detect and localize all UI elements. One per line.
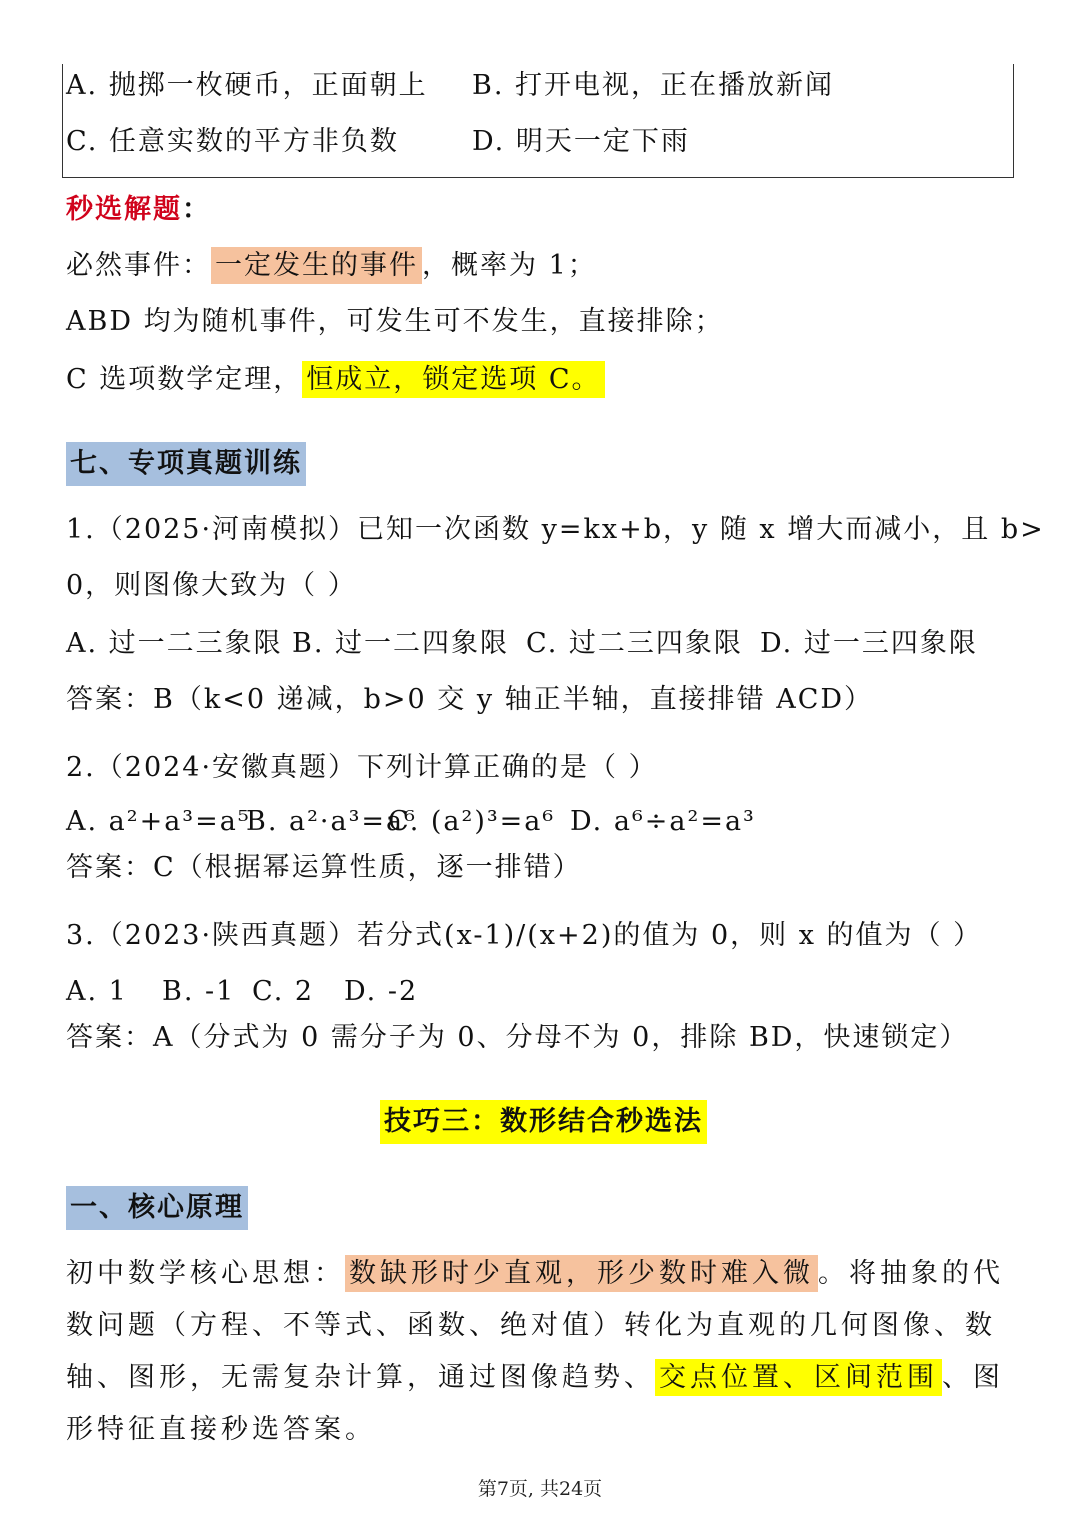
quick-solve-line2: ABD 均为随机事件，可发生可不发生，直接排除； <box>66 306 724 337</box>
q3-options <box>66 974 418 1010</box>
text-segment: C 选项数学定理， <box>66 364 303 395</box>
q3-option: B. -1 <box>162 976 236 1007</box>
q2-option: A. a²+a³=a⁵ <box>66 806 251 837</box>
highlight-yellow: 交点位置、区间范围 <box>655 1359 942 1396</box>
q1-answer: 答案：B（k<0 递减，b>0 交 y 轴正半轴，直接排错 ACD） <box>66 684 874 715</box>
q2-option: D. a⁶÷a²=a³ <box>570 806 756 837</box>
highlight-orange: 数缺形时少直观，形少数时难入微 <box>345 1255 818 1292</box>
q1-option: B. 过一二四象限 <box>292 628 510 659</box>
q2-options <box>66 804 756 840</box>
q2-answer: 答案：C（根据幂运算性质，逐一排错） <box>66 852 582 883</box>
quick-solve-colon: ： <box>182 194 211 225</box>
q3-stem: 3.（2023·陕西真题）若分式(x-1)/(x+2)的值为 0，则 x 的值为（ ） <box>66 920 983 951</box>
q3-option: C. 2 <box>252 976 315 1007</box>
quick-solve-line3 <box>66 362 605 398</box>
q1-option: D. 过一三四象限 <box>760 628 978 659</box>
quick-solve-title: 秒选解题 <box>66 194 182 225</box>
option-label: A. <box>66 70 99 101</box>
q3-answer: 答案：A（分式为 0 需分子为 0、分母不为 0，排除 BD，快速锁定） <box>66 1022 969 1053</box>
q1-stem-line2: 0，则图像大致为（ ） <box>66 570 357 601</box>
text-segment: 、图形特征直接秒选答案。 <box>66 1362 1004 1445</box>
page-footer: 第7页, 共24页 <box>477 1478 603 1500</box>
section-1-title: 一、核心原理 <box>66 1186 248 1230</box>
text-segment: ，概率为 1； <box>422 250 597 281</box>
q3-option: D. -2 <box>344 976 419 1007</box>
q1-option: A. 过一二三象限 <box>66 628 283 659</box>
highlight-yellow: 恒成立，锁定选项 C。 <box>302 361 604 398</box>
q2-stem: 2.（2024·安徽真题）下列计算正确的是（ ） <box>66 752 658 783</box>
option-c <box>66 124 399 160</box>
section-7-title: 七、专项真题训练 <box>66 442 306 486</box>
option-text: 任意实数的平方非负数 <box>108 126 399 157</box>
q2-option: B. a²·a³=a⁶ <box>246 806 417 837</box>
text-segment: 必然事件： <box>66 250 211 281</box>
q3-option: A. 1 <box>66 976 128 1007</box>
option-label: B. <box>472 70 505 101</box>
option-text: 打开电视，正在播放新闻 <box>515 70 835 101</box>
option-label: C. <box>66 126 99 157</box>
core-principle-paragraph <box>66 1248 1016 1456</box>
q1-options <box>66 626 978 662</box>
q1-option: C. 过二三四象限 <box>526 628 743 659</box>
q1-stem-line1: 1.（2025·河南模拟）已知一次函数 y=kx+b，y 随 x 增大而减小，且 b> <box>66 514 1045 545</box>
option-label: D. <box>472 126 506 157</box>
technique-3-title: 技巧三：数形结合秒选法 <box>380 1100 707 1144</box>
option-b <box>472 68 834 104</box>
text-segment: 初中数学核心思想： <box>66 1258 345 1289</box>
quick-solve-line1 <box>66 248 597 284</box>
q2-option: C. (a²)³=a⁶ <box>388 806 556 837</box>
highlight-orange: 一定发生的事件 <box>211 247 422 284</box>
text-segment: 。将抽象的代数问题（方程、不等式、函数、绝对值）转化为直观的几何图像、数轴、图形，无需复杂计算，通过图像趋势、 <box>66 1258 1004 1393</box>
option-text: 明天一定下雨 <box>515 126 690 157</box>
option-a <box>66 68 428 104</box>
option-d <box>472 124 690 160</box>
quick-solve-heading <box>66 192 211 228</box>
option-text: 抛掷一枚硬币，正面朝上 <box>108 70 428 101</box>
